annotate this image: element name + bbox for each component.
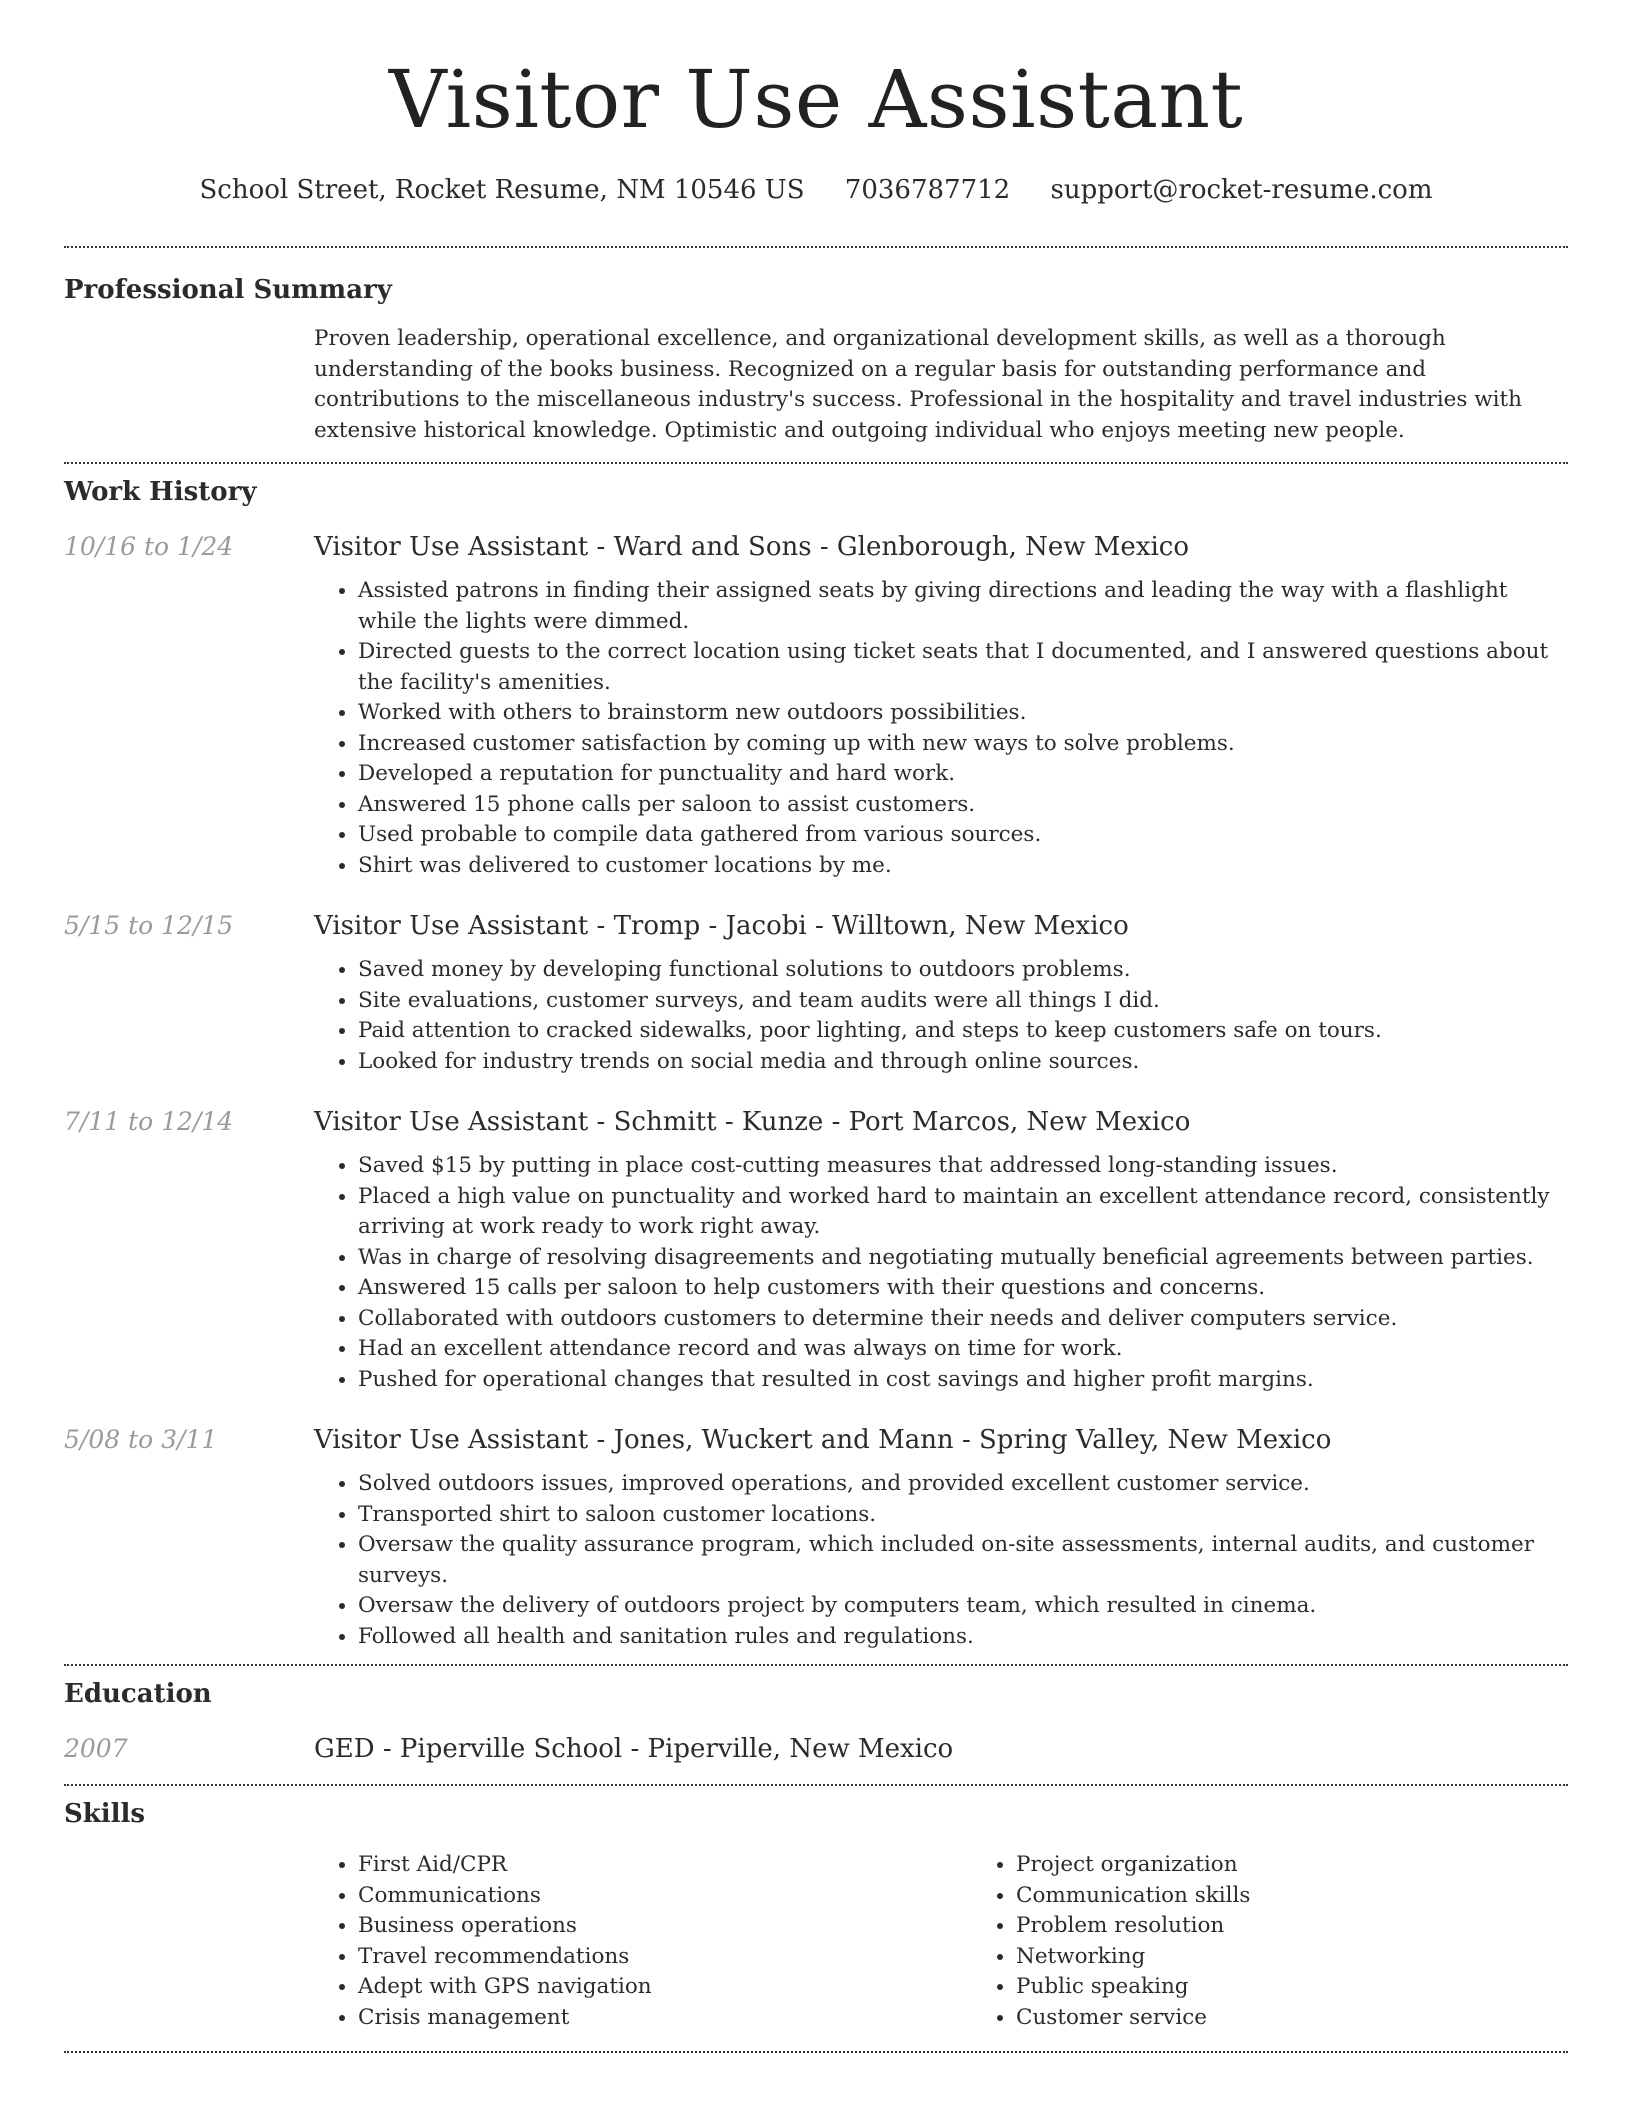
job-body — [314, 1103, 1568, 1395]
list-item: • Solved outdoors issues, improved operations, and provided excellent customer service. — [358, 1469, 1568, 1500]
skills-left-spacer — [64, 1850, 314, 2033]
section-title-skills: Skills — [64, 1799, 146, 1829]
list-item: • Crisis management — [358, 2003, 972, 2034]
skills-section — [64, 1786, 1568, 2033]
job-entry — [64, 528, 1568, 881]
list-item: • Site evaluations, customer surveys, and team audits were all things I did. — [358, 986, 1568, 1017]
summary-text: Proven leadership, operational excellence, and organizational development skills, as well as a thorough understanding of the books business. Recognized on a regular basis for outstanding performance and contributions to the miscellaneous industry's success. Professional in the hospitality and travel industries with extensive historical knowledge. Optimistic and outgoing individual who enjoys meeting new people. — [314, 326, 1522, 443]
skills-list-right — [972, 1850, 1630, 2033]
section-title-summary: Professional Summary — [64, 275, 392, 305]
list-item: • Communication skills — [1016, 1881, 1630, 1912]
list-item: • Pushed for operational changes that resulted in cost savings and higher profit margins. — [358, 1365, 1568, 1396]
list-item: • Problem resolution — [1016, 1911, 1630, 1942]
job-title: Visitor Use Assistant - Tromp - Jacobi - Willtown, New Mexico — [314, 911, 1129, 941]
list-item: • Assisted patrons in finding their assigned seats by giving directions and leading the way with a flashlight while the lights were dimmed. — [358, 576, 1568, 637]
education-year: 2007 — [64, 1734, 128, 1763]
list-item: • Paid attention to cracked sidewalks, poor lighting, and steps to keep customers safe on tours. — [358, 1016, 1568, 1047]
list-item: • Looked for industry trends on social media and through online sources. — [358, 1047, 1568, 1078]
list-item: • Was in charge of resolving disagreements and negotiating mutually beneficial agreements between parties. — [358, 1243, 1568, 1274]
contact-line — [64, 170, 1568, 210]
job-bullets — [314, 955, 1568, 1077]
job-title: Visitor Use Assistant - Jones, Wuckert and Mann - Spring Valley, New Mexico — [314, 1425, 1332, 1455]
skills-columns — [314, 1850, 1630, 2033]
list-item: • Oversaw the delivery of outdoors project by computers team, which resulted in cinema. — [358, 1591, 1568, 1622]
contact-address: School Street, Rocket Resume, NM 10546 US — [199, 175, 805, 205]
education-entry — [64, 1730, 1568, 1768]
job-body — [314, 1421, 1568, 1652]
job-bullets — [314, 1151, 1568, 1395]
list-item: • Answered 15 calls per saloon to help customers with their questions and concerns. — [358, 1273, 1568, 1304]
list-item: • Project organization — [1016, 1850, 1630, 1881]
list-item: • Business operations — [358, 1911, 972, 1942]
list-item: • Communications — [358, 1881, 972, 1912]
job-bullets — [314, 576, 1568, 881]
job-dates: 7/11 to 12/14 — [64, 1107, 234, 1136]
list-item: • Answered 15 phone calls per saloon to assist customers. — [358, 790, 1568, 821]
list-item: • Shirt was delivered to customer locations by me. — [358, 851, 1568, 882]
job-body — [314, 528, 1568, 881]
list-item: • Had an excellent attendance record and was always on time for work. — [358, 1334, 1568, 1365]
resume-name: Visitor Use Assistant — [388, 53, 1244, 146]
list-item: • Networking — [1016, 1942, 1630, 1973]
skills-row — [64, 1850, 1568, 2033]
job-entry — [64, 907, 1568, 1077]
job-dates: 10/16 to 1/24 — [64, 532, 234, 561]
list-item: • Transported shirt to saloon customer locations. — [358, 1500, 1568, 1531]
job-entry — [64, 1421, 1568, 1652]
list-item: • First Aid/CPR — [358, 1850, 972, 1881]
job-dates: 5/15 to 12/15 — [64, 911, 234, 940]
list-item: • Directed guests to the correct location using ticket seats that I documented, and I answered questions about the facility's amenities. — [358, 637, 1568, 698]
skills-list-left — [314, 1850, 972, 2033]
job-bullets — [314, 1469, 1568, 1652]
resume-page — [64, 0, 1568, 2053]
list-item: • Adept with GPS navigation — [358, 1972, 972, 2003]
section-title-education: Education — [64, 1679, 212, 1709]
job-body — [314, 907, 1568, 1077]
divider — [64, 2051, 1568, 2053]
job-entry — [64, 1103, 1568, 1395]
list-item: • Increased customer satisfaction by coming up with new ways to solve problems. — [358, 729, 1568, 760]
job-title: Visitor Use Assistant - Ward and Sons - Glenborough, New Mexico — [314, 532, 1190, 562]
education-body — [314, 1730, 1568, 1768]
education-degree: GED - Piperville School - Piperville, New Mexico — [314, 1734, 954, 1764]
contact-phone: 7036787712 — [844, 175, 1011, 205]
list-item: • Followed all health and sanitation rules and regulations. — [358, 1622, 1568, 1653]
contact-email: support@rocket-resume.com — [1050, 175, 1433, 205]
list-item: • Worked with others to brainstorm new outdoors possibilities. — [358, 698, 1568, 729]
section-title-work: Work History — [64, 477, 257, 507]
list-item: • Developed a reputation for punctuality and hard work. — [358, 759, 1568, 790]
job-title: Visitor Use Assistant - Schmitt - Kunze - Port Marcos, New Mexico — [314, 1107, 1191, 1137]
summary-body — [314, 324, 1568, 446]
list-item: • Used probable to compile data gathered from various sources. — [358, 820, 1568, 851]
list-item: • Saved money by developing functional solutions to outdoors problems. — [358, 955, 1568, 986]
list-item: • Collaborated with outdoors customers to determine their needs and deliver computers service. — [358, 1304, 1568, 1335]
list-item: • Saved $15 by putting in place cost-cutting measures that addressed long-standing issues. — [358, 1151, 1568, 1182]
summary-row — [64, 324, 1568, 446]
list-item: • Oversaw the quality assurance program, which included on-site assessments, internal audits, and customer surveys. — [358, 1530, 1568, 1591]
summary-left-spacer — [64, 324, 314, 446]
education-section — [64, 1666, 1568, 1768]
list-item: • Placed a high value on punctuality and worked hard to maintain an excellent attendance record, consistently arriving at work ready to work right away. — [358, 1182, 1568, 1243]
job-dates: 5/08 to 3/11 — [64, 1425, 218, 1454]
list-item: • Travel recommendations — [358, 1942, 972, 1973]
list-item: • Customer service — [1016, 2003, 1630, 2034]
summary-section — [64, 248, 1568, 446]
list-item: • Public speaking — [1016, 1972, 1630, 2003]
work-section — [64, 464, 1568, 1652]
